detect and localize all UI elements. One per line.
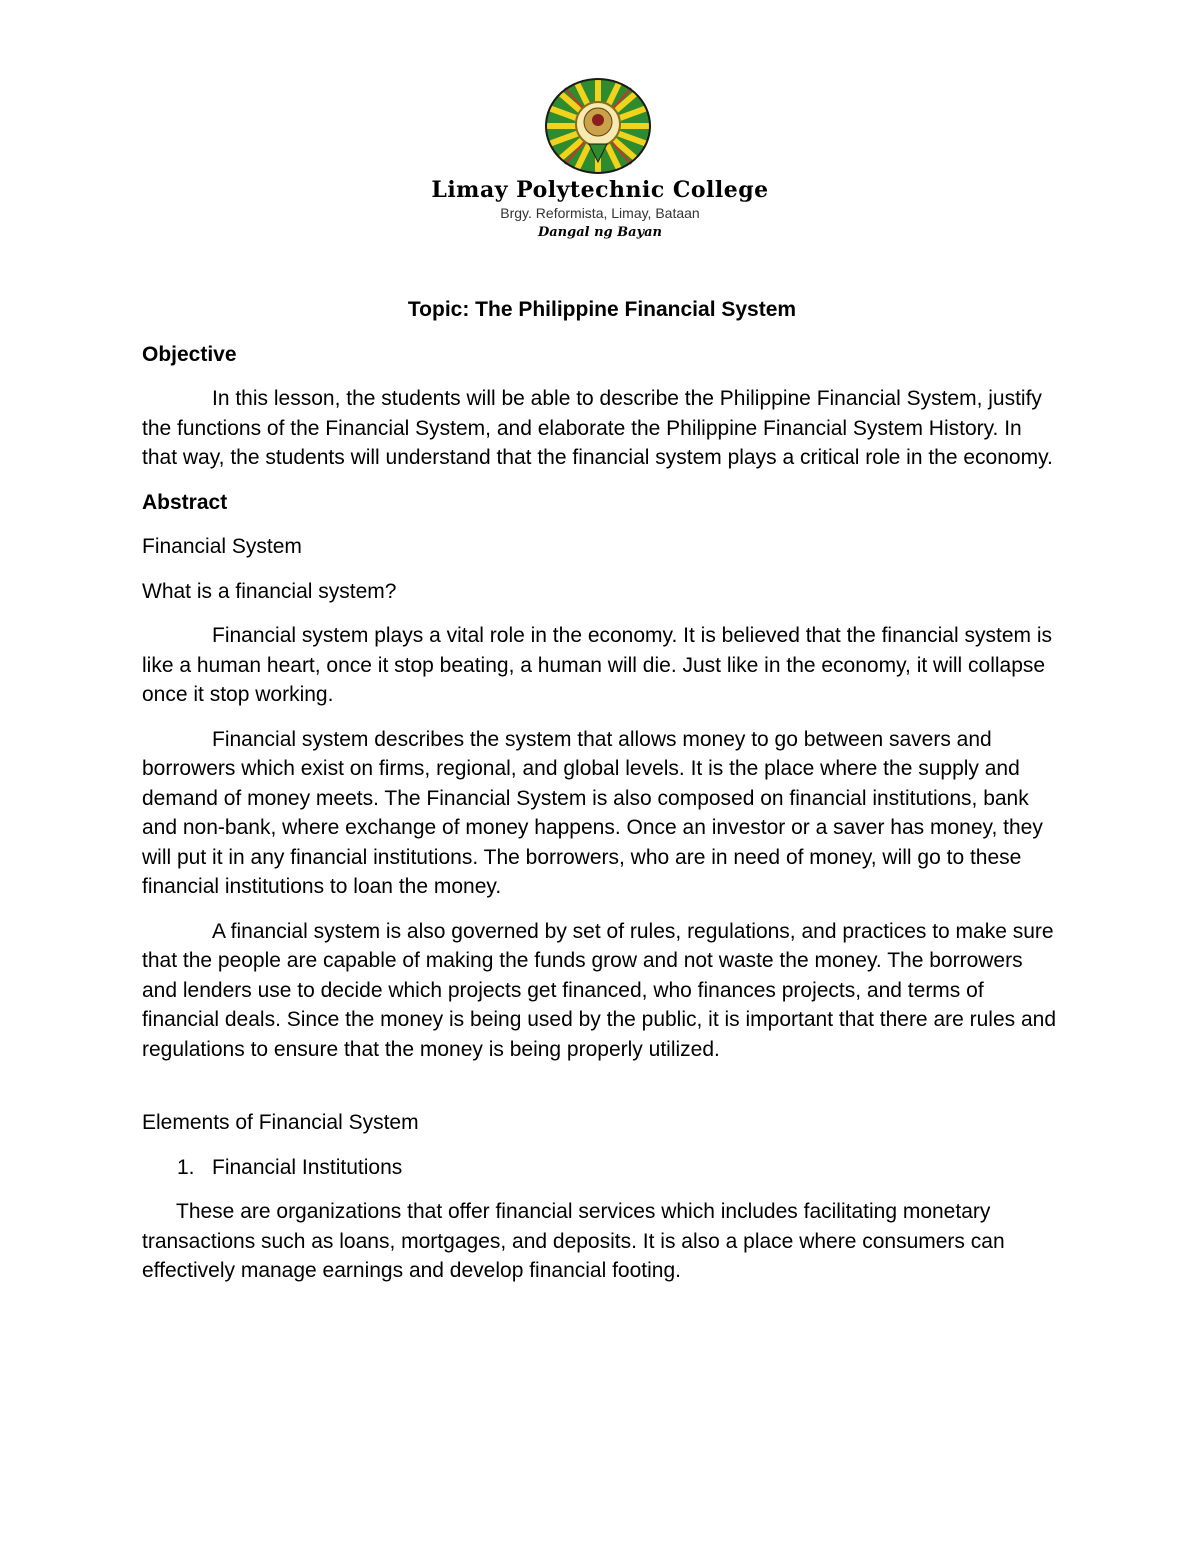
abstract-heading: Abstract [142, 490, 228, 514]
document-body [142, 295, 1062, 1286]
body-paragraph: These are organizations that offer financial services which includes facilitating monetary transactions such as loans, mortgages, and deposits. It is also a place where consumers can effectively manage earnings and develop financial footing. [142, 1200, 1005, 1282]
elements-heading: Elements of Financial System [142, 1111, 419, 1134]
college-name: Limay Polytechnic College [431, 177, 769, 203]
body-paragraph: A financial system is also governed by set of rules, regulations, and practices to make sure that the people are capable of making the funds grow and not waste the money. The borrowers and lenders use to decide which projects get financed, who finances projects, and terms of financial deals. Since the money is being used by the public, it is important that there are rules and regulations to ensure that the money is being properly utilized. [142, 919, 1057, 1061]
spacer [142, 1079, 1062, 1108]
list-item [142, 1153, 1062, 1183]
objective-paragraph: In this lesson, the students will be able to describe the Philippine Financial System, justify the functions of the Financial System, and elaborate the Philippine Financial System History. In that way, the students will understand that the financial system plays a critical role in the economy. [142, 387, 1053, 469]
list-number: 1. [177, 1155, 195, 1179]
body-paragraph: Financial system describes the system that allows money to go between savers and borrowers which exist on firms, regional, and global levels. It is the place where the supply and demand of money meets. The Financial System is also composed on financial institutions, bank and non-bank, where exchange of money happens. Once an investor or a saver has money, they will put it in any financial institutions. The borrowers, who are in need of money, will go to these financial institutions to loan the money. [142, 727, 1043, 898]
list-label: Financial Institutions [212, 1155, 403, 1179]
section-label: Financial System [142, 535, 302, 558]
college-address: Brgy. Reformista, Limay, Bataan [500, 205, 700, 221]
body-paragraph: Financial system plays a vital role in the economy. It is believed that the financial system is like a human heart, once it stop beating, a human will die. Just like in the economy, it will collapse once it stop working. [142, 624, 1052, 706]
page-title: Topic: The Philippine Financial System [407, 298, 797, 321]
objective-heading: Objective [142, 342, 237, 366]
question-text: What is a financial system? [142, 579, 397, 603]
college-seal-icon [545, 78, 651, 174]
college-motto: Dangal ng Bayan [537, 225, 663, 240]
